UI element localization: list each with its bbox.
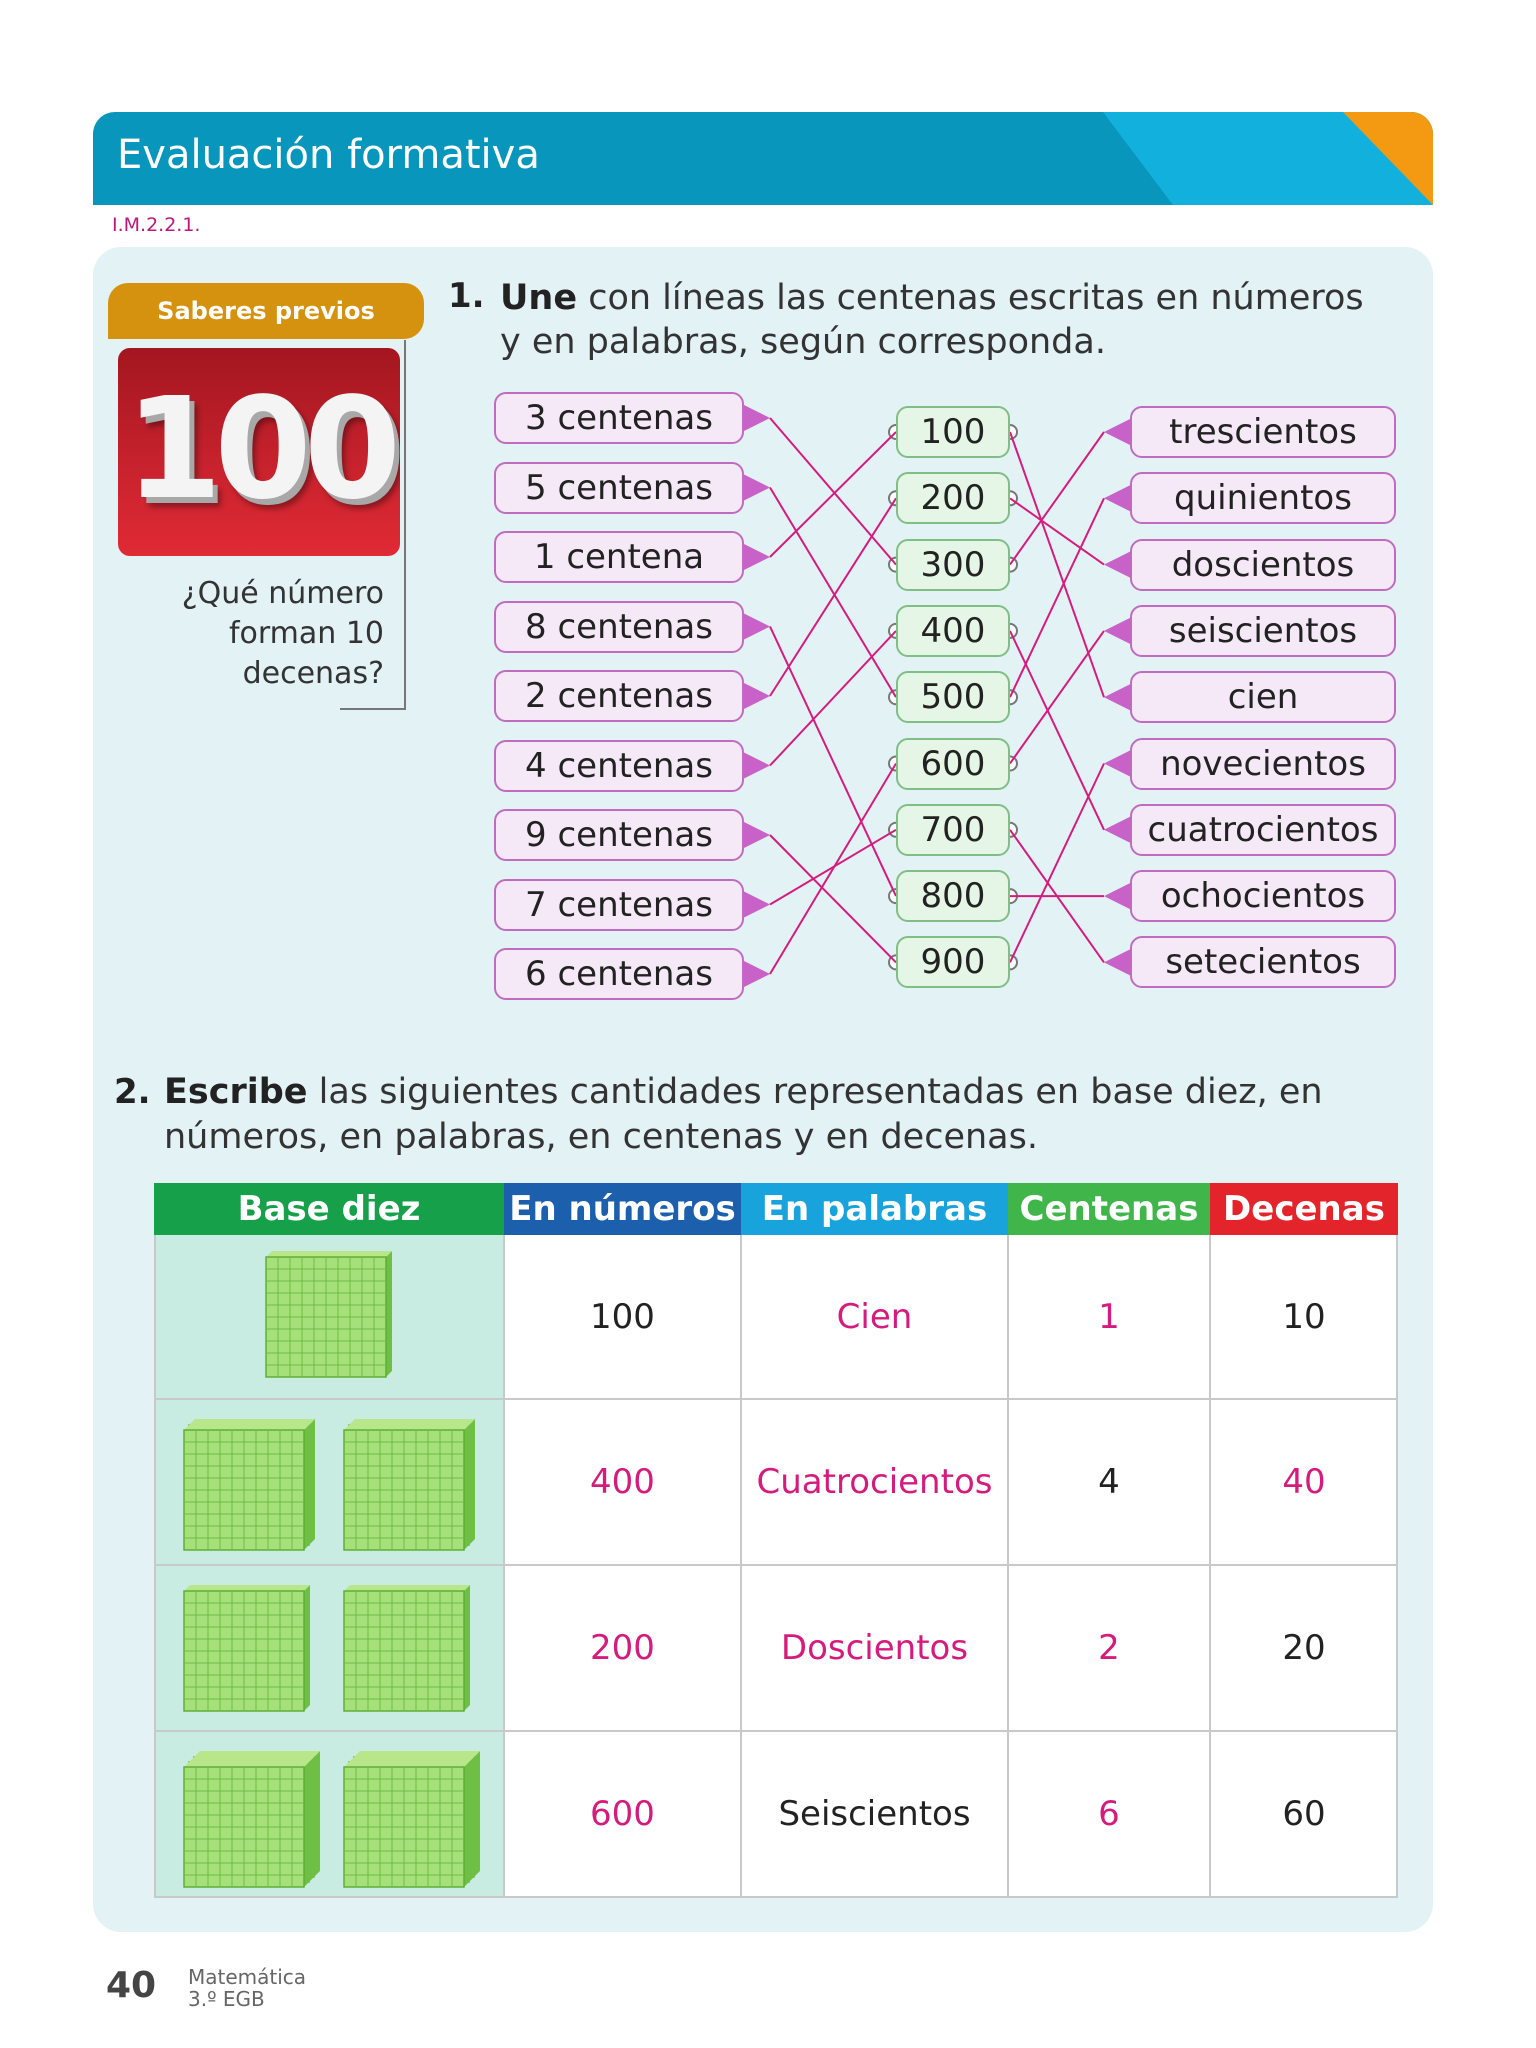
right-arrow-marker <box>1104 617 1132 645</box>
page-number: 40 <box>106 1965 157 2006</box>
match-line <box>770 631 896 766</box>
middle-item-4[interactable]: 500 <box>896 671 1010 723</box>
table-cell-numero[interactable]: 100 <box>590 1297 655 1337</box>
base-ten-table <box>154 1183 1398 1897</box>
right-item-2[interactable]: doscientos <box>1130 539 1396 591</box>
left-item-6[interactable]: 9 centenas <box>494 809 744 861</box>
left-item-0[interactable]: 3 centenas <box>494 392 744 444</box>
question-1-line2: y en palabras, según corresponda. <box>500 322 1106 362</box>
right-item-8[interactable]: setecientos <box>1130 936 1396 988</box>
table-cell-decenas[interactable]: 40 <box>1282 1462 1326 1502</box>
left-arrow-marker <box>742 960 770 988</box>
hundred-flat-block <box>344 1585 470 1711</box>
right-arrow-marker <box>1104 948 1132 976</box>
hundred-flat-block <box>344 1424 470 1550</box>
middle-item-1[interactable]: 200 <box>896 472 1010 524</box>
table-header-0: Base diez <box>154 1183 504 1235</box>
right-item-7[interactable]: ochocientos <box>1130 870 1396 922</box>
base-ten-blocks-2 <box>154 1565 504 1731</box>
match-line <box>770 418 896 565</box>
match-line <box>1010 764 1104 963</box>
base-ten-blocks-3 <box>154 1731 504 1897</box>
right-arrow-marker <box>1104 484 1132 512</box>
left-arrow-marker <box>742 404 770 432</box>
question-1-number: 1. <box>448 276 485 316</box>
middle-item-8[interactable]: 900 <box>896 936 1010 988</box>
table-cell-decenas[interactable]: 10 <box>1282 1297 1326 1337</box>
left-item-1[interactable]: 5 centenas <box>494 462 744 514</box>
question-2-line1: las siguientes cantidades representadas en base diez, en <box>307 1072 1323 1112</box>
table-cell-numero[interactable]: 200 <box>590 1628 655 1668</box>
hundred-flat-block <box>184 1424 310 1550</box>
table-header-1: En números <box>504 1183 741 1235</box>
match-line <box>1010 432 1104 565</box>
saberes-previos-tab: Saberes previos <box>108 283 424 339</box>
table-cell-numero[interactable]: 600 <box>590 1794 655 1834</box>
left-arrow-marker <box>742 682 770 710</box>
middle-item-0[interactable]: 100 <box>896 406 1010 458</box>
question-1-verb: Une <box>500 278 578 318</box>
right-arrow-marker <box>1104 551 1132 579</box>
dua-title: DUA <box>1204 16 1276 51</box>
match-line <box>1010 631 1104 830</box>
table-cell-palabras[interactable]: Seiscientos <box>778 1794 971 1834</box>
question-2-text <box>164 1070 1364 1160</box>
right-arrow-marker <box>1104 882 1132 910</box>
left-arrow-marker <box>742 891 770 919</box>
middle-item-7[interactable]: 800 <box>896 870 1010 922</box>
left-arrow-marker <box>742 821 770 849</box>
left-item-5[interactable]: 4 centenas <box>494 740 744 792</box>
right-arrow-marker <box>1104 816 1132 844</box>
match-line <box>1010 498 1104 564</box>
question-2-number: 2. <box>114 1072 151 1112</box>
hundred-flat-block <box>184 1761 310 1887</box>
section-title: Evaluación formativa <box>117 132 540 178</box>
table-cell-palabras[interactable]: Doscientos <box>780 1628 969 1668</box>
left-arrow-marker <box>742 474 770 502</box>
left-item-7[interactable]: 7 centenas <box>494 879 744 931</box>
right-item-6[interactable]: cuatrocientos <box>1130 804 1396 856</box>
match-line <box>770 432 896 557</box>
right-item-5[interactable]: novecientos <box>1130 738 1396 790</box>
saberes-question-line: ¿Qué número <box>181 576 384 611</box>
left-arrow-marker <box>742 613 770 641</box>
match-line <box>1010 631 1104 764</box>
question-1-line1: con líneas las centenas escritas en números <box>577 278 1364 318</box>
middle-item-2[interactable]: 300 <box>896 539 1010 591</box>
middle-item-5[interactable]: 600 <box>896 738 1010 790</box>
hundred-flat-block <box>344 1761 470 1887</box>
table-header-3: Centenas <box>1008 1183 1210 1235</box>
right-arrow-marker <box>1104 418 1132 446</box>
table-cell-palabras[interactable]: Cien <box>836 1297 913 1337</box>
footer-subject <box>188 1966 306 2010</box>
match-line <box>1010 432 1104 697</box>
footer-subject-name: Matemática <box>188 1965 307 1989</box>
base-ten-blocks-1 <box>154 1399 504 1565</box>
table-cell-centenas[interactable]: 6 <box>1098 1794 1120 1834</box>
indicator-code: I.M.2.2.1. <box>112 214 201 236</box>
right-arrow-marker <box>1104 750 1132 778</box>
table-cell-centenas[interactable]: 4 <box>1098 1462 1120 1502</box>
dua-subtitle: Acción y expresión <box>1102 52 1378 82</box>
left-item-4[interactable]: 2 centenas <box>494 670 744 722</box>
hundred-flat-block <box>266 1251 392 1377</box>
table-cell-centenas[interactable]: 1 <box>1098 1297 1120 1337</box>
table-cell-numero[interactable]: 400 <box>590 1462 655 1502</box>
match-line <box>1010 498 1104 697</box>
number-100-image-text: 100 <box>124 368 394 531</box>
table-header-4: Decenas <box>1210 1183 1398 1235</box>
question-2-verb: Escribe <box>164 1072 308 1112</box>
table-cell-decenas[interactable]: 20 <box>1282 1628 1326 1668</box>
question-2-line2: números, en palabras, en centenas y en decenas. <box>164 1117 1038 1157</box>
left-item-3[interactable]: 8 centenas <box>494 601 744 653</box>
table-cell-palabras[interactable]: Cuatrocientos <box>756 1462 993 1502</box>
table-cell-decenas[interactable]: 60 <box>1282 1794 1326 1834</box>
footer-grade: 3.º EGB <box>188 1987 265 2011</box>
right-arrow-marker <box>1104 683 1132 711</box>
right-item-3[interactable]: seiscientos <box>1130 605 1396 657</box>
middle-item-3[interactable]: 400 <box>896 605 1010 657</box>
middle-item-6[interactable]: 700 <box>896 804 1010 856</box>
base-ten-blocks-0 <box>154 1235 504 1399</box>
table-header-2: En palabras <box>741 1183 1008 1235</box>
saberes-question-line: decenas? <box>242 656 384 691</box>
right-item-4[interactable]: cien <box>1130 671 1396 723</box>
hundred-flat-block <box>184 1585 310 1711</box>
left-arrow-marker <box>742 543 770 571</box>
left-item-2[interactable]: 1 centena <box>494 531 744 583</box>
table-cell-centenas[interactable]: 2 <box>1098 1628 1120 1668</box>
saberes-question-line: forman 10 <box>228 616 384 651</box>
right-item-1[interactable]: quinientos <box>1130 472 1396 524</box>
left-arrow-marker <box>742 752 770 780</box>
left-item-8[interactable]: 6 centenas <box>494 948 744 1000</box>
right-item-0[interactable]: trescientos <box>1130 406 1396 458</box>
